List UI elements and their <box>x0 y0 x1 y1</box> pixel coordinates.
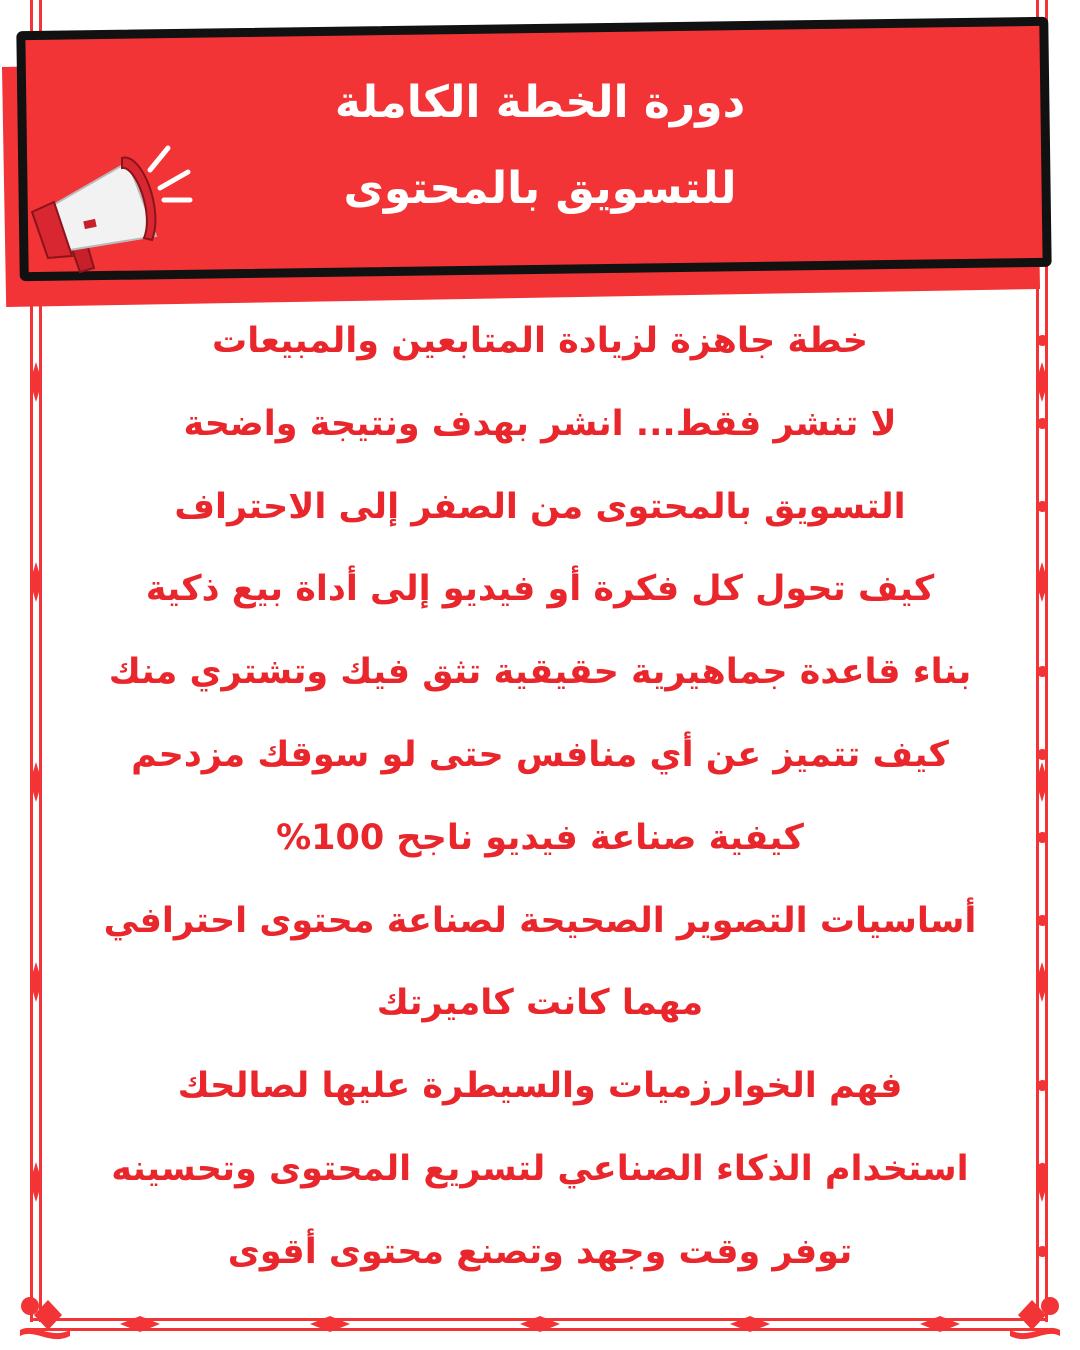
list-item <box>40 1211 1040 1294</box>
list-item-text: فهم الخوارزميات والسيطرة عليها لصالحك <box>177 1066 903 1107</box>
list-item <box>40 631 1040 714</box>
list-item-text: التسويق بالمحتوى من الصفر إلى الاحتراف <box>174 486 906 527</box>
list-item <box>40 383 1040 466</box>
list-item <box>40 300 1040 383</box>
list-item <box>40 1128 1040 1211</box>
list-item-continuation <box>40 962 1040 1045</box>
frame-corner-ornament <box>21 1297 39 1315</box>
list-item-text: خطة جاهزة لزيادة المتابعين والمبيعات <box>212 321 868 361</box>
list-item <box>40 797 1040 880</box>
bullet-dot <box>1037 915 1048 926</box>
title-line-2: للتسويق بالمحتوى <box>343 163 737 214</box>
frame-corner-ornament <box>1041 1297 1059 1315</box>
list-item-text: كيف تحول كل فكرة أو فيديو إلى أداة بيع ذكية <box>145 569 935 610</box>
list-item <box>40 880 1040 963</box>
bullet-dot <box>1037 1163 1048 1174</box>
list-item <box>40 466 1040 549</box>
list-item-text: أساسيات التصوير الصحيحة لصناعة محتوى احترافي <box>103 900 977 941</box>
page-title <box>240 60 840 232</box>
list-item <box>40 714 1040 797</box>
bullet-dot <box>1037 501 1048 512</box>
list-item <box>40 548 1040 631</box>
title-line-1: دورة الخطة الكاملة <box>334 77 746 128</box>
list-item-text: استخدام الذكاء الصناعي لتسريع المحتوى وتحسينه <box>111 1148 969 1189</box>
megaphone-icon <box>18 140 198 290</box>
bullet-dot <box>1037 335 1048 346</box>
bullet-dot <box>1037 832 1048 843</box>
list-item-text: لا تنشر فقط... انشر بهدف ونتيجة واضحة <box>183 403 897 444</box>
bullet-dot <box>1037 418 1048 429</box>
list-item-text: كيفية صناعة فيديو ناجح 100% <box>276 817 804 858</box>
feature-list <box>40 300 1040 1294</box>
list-item <box>40 1045 1040 1128</box>
list-item-text: مهما كانت كاميرتك <box>376 983 704 1024</box>
bullet-dot <box>1037 749 1048 760</box>
list-item-text: بناء قاعدة جماهيرية حقيقية تثق فيك وتشتري منك <box>108 652 972 693</box>
bullet-dot <box>1037 1246 1048 1257</box>
list-item-text: كيف تتميز عن أي منافس حتى لو سوقك مزدحم <box>131 734 949 775</box>
list-item-text: توفر وقت وجهد وتصنع محتوى أقوى <box>227 1231 853 1272</box>
